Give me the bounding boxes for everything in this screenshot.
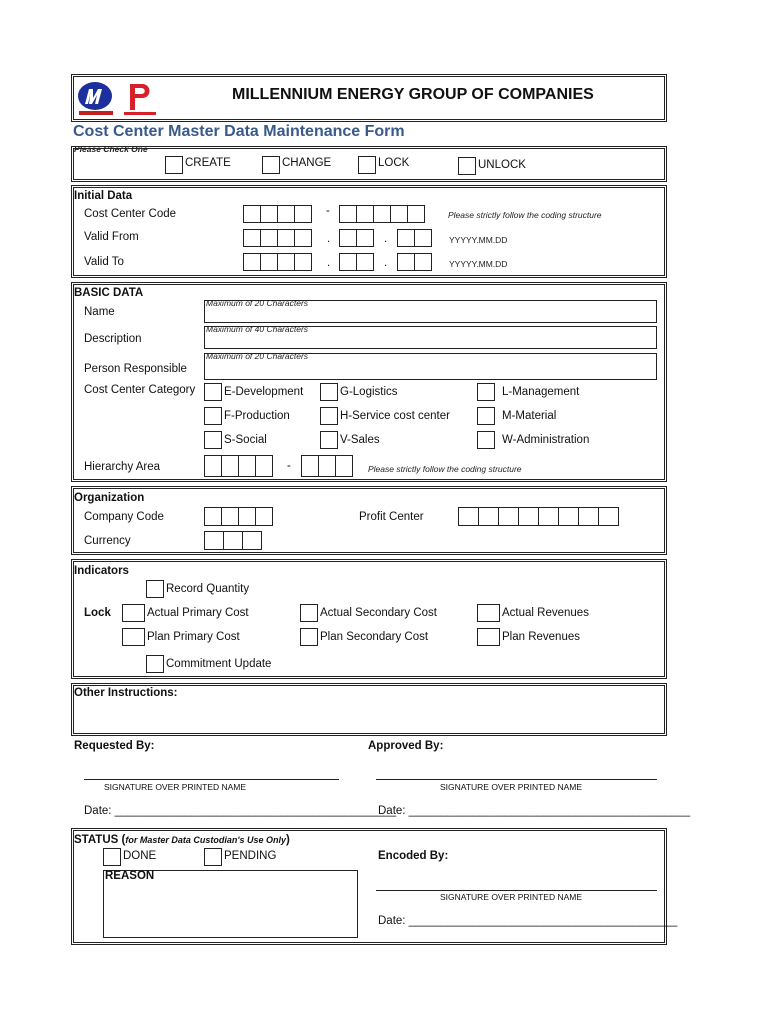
unlock-checkbox[interactable] bbox=[458, 157, 476, 175]
hierarchy-note: Please strictly follow the coding structure bbox=[368, 464, 522, 474]
person-hint: Maximum of 20 Characters bbox=[206, 351, 309, 361]
valid-from-day[interactable] bbox=[397, 229, 432, 247]
lock-label-ind: Lock bbox=[84, 607, 111, 619]
reason-label: REASON bbox=[105, 870, 155, 882]
person-responsible-field[interactable] bbox=[204, 353, 657, 380]
change-checkbox[interactable] bbox=[262, 156, 280, 174]
vt-dot2: . bbox=[384, 257, 388, 269]
plan-secondary-checkbox[interactable] bbox=[300, 628, 318, 646]
company-code-field[interactable] bbox=[204, 507, 273, 526]
plan-primary-label: Plan Primary Cost bbox=[147, 631, 240, 643]
encoded-by-label: Encoded By: bbox=[378, 850, 449, 862]
create-checkbox[interactable] bbox=[165, 156, 183, 174]
name-label: Name bbox=[84, 306, 115, 318]
actual-revenues-label: Actual Revenues bbox=[502, 607, 589, 619]
check-one-label: Please Check One bbox=[74, 144, 148, 154]
valid-from-month[interactable] bbox=[339, 229, 374, 247]
status-heading-close: ) bbox=[286, 834, 290, 846]
requested-signature-line[interactable] bbox=[84, 779, 339, 780]
valid-to-label: Valid To bbox=[84, 256, 124, 268]
commitment-update-label: Commitment Update bbox=[166, 658, 272, 670]
category-label: Cost Center Category bbox=[84, 384, 196, 396]
vt-dot1: . bbox=[327, 257, 331, 269]
description-label: Description bbox=[84, 333, 142, 345]
encoded-sig-caption: SIGNATURE OVER PRINTED NAME bbox=[440, 892, 582, 902]
cat-v-checkbox[interactable] bbox=[320, 431, 338, 449]
plan-primary-checkbox[interactable] bbox=[122, 628, 145, 646]
plan-revenues-checkbox[interactable] bbox=[477, 628, 500, 646]
cat-s-checkbox[interactable] bbox=[204, 431, 222, 449]
actual-secondary-checkbox[interactable] bbox=[300, 604, 318, 622]
cost-center-code-label: Cost Center Code bbox=[84, 208, 177, 220]
record-quantity-label: Record Quantity bbox=[166, 583, 250, 595]
encoded-date[interactable]: Date: __________________________________________ bbox=[378, 915, 678, 927]
name-field[interactable] bbox=[204, 300, 657, 323]
lock-checkbox[interactable] bbox=[358, 156, 376, 174]
company-code-label: Company Code bbox=[84, 511, 164, 523]
currency-field[interactable] bbox=[204, 531, 262, 550]
lock-label: LOCK bbox=[378, 157, 410, 169]
cat-m-label: M-Material bbox=[502, 410, 557, 422]
profit-center-field[interactable] bbox=[458, 507, 619, 526]
unlock-label: UNLOCK bbox=[478, 159, 526, 171]
cat-g-label: G-Logistics bbox=[340, 386, 398, 398]
cat-w-label: W-Administration bbox=[502, 434, 590, 446]
cat-v-label: V-Sales bbox=[340, 434, 380, 446]
approved-date[interactable]: Date: ____________________________________________ bbox=[378, 805, 691, 817]
cat-h-label: H-Service cost center bbox=[340, 410, 450, 422]
cat-l-label: L-Management bbox=[502, 386, 580, 398]
hierarchy-dash: - bbox=[287, 460, 291, 472]
actual-revenues-checkbox[interactable] bbox=[477, 604, 500, 622]
initial-data-heading: Initial Data bbox=[74, 190, 133, 202]
commitment-update-checkbox[interactable] bbox=[146, 655, 164, 673]
currency-label: Currency bbox=[84, 535, 131, 547]
valid-from-year[interactable] bbox=[243, 229, 312, 247]
actual-primary-label: Actual Primary Cost bbox=[147, 607, 249, 619]
description-hint: Maximum of 40 Characters bbox=[206, 324, 309, 334]
pending-label: PENDING bbox=[224, 850, 277, 862]
person-responsible-label: Person Responsible bbox=[84, 363, 187, 375]
code-note: Please strictly follow the coding structure bbox=[448, 210, 602, 220]
valid-to-format: YYYYY.MM.DD bbox=[449, 259, 508, 269]
status-heading-text: STATUS ( bbox=[74, 834, 126, 846]
requested-date[interactable]: Date: ____________________________________________ bbox=[84, 805, 397, 817]
done-label: DONE bbox=[123, 850, 157, 862]
valid-to-month[interactable] bbox=[339, 253, 374, 271]
hierarchy-part2[interactable] bbox=[301, 455, 353, 477]
approved-signature-line[interactable] bbox=[376, 779, 657, 780]
cat-f-label: F-Production bbox=[224, 410, 290, 422]
approved-sig-caption: SIGNATURE OVER PRINTED NAME bbox=[440, 782, 582, 792]
hierarchy-label: Hierarchy Area bbox=[84, 461, 161, 473]
plan-secondary-label: Plan Secondary Cost bbox=[320, 631, 429, 643]
valid-to-year[interactable] bbox=[243, 253, 312, 271]
status-heading-note: for Master Data Custodian's Use Only bbox=[125, 835, 287, 845]
organization-heading: Organization bbox=[74, 492, 145, 504]
vf-dot2: . bbox=[384, 233, 388, 245]
name-hint: Maximum of 20 Characters bbox=[206, 298, 309, 308]
cat-h-checkbox[interactable] bbox=[320, 407, 338, 425]
company-name: MILLENNIUM ENERGY GROUP OF COMPANIES bbox=[232, 86, 594, 103]
valid-from-label: Valid From bbox=[84, 231, 139, 243]
profit-center-label: Profit Center bbox=[359, 511, 424, 523]
description-field[interactable] bbox=[204, 326, 657, 349]
status-heading bbox=[74, 834, 290, 846]
logo-millennium bbox=[76, 80, 116, 118]
cat-e-checkbox[interactable] bbox=[204, 383, 222, 401]
code-dash: - bbox=[326, 205, 330, 217]
valid-to-day[interactable] bbox=[397, 253, 432, 271]
valid-from-format: YYYYY.MM.DD bbox=[449, 235, 508, 245]
actual-primary-checkbox[interactable] bbox=[122, 604, 145, 622]
cat-m-checkbox[interactable] bbox=[477, 407, 495, 425]
create-label: CREATE bbox=[185, 157, 231, 169]
encoded-signature-line[interactable] bbox=[376, 890, 657, 891]
approved-by-label: Approved By: bbox=[368, 740, 444, 752]
cat-s-label: S-Social bbox=[224, 434, 267, 446]
done-checkbox[interactable] bbox=[103, 848, 121, 866]
actual-secondary-label: Actual Secondary Cost bbox=[320, 607, 437, 619]
logo-panasia bbox=[122, 80, 158, 118]
requested-sig-caption: SIGNATURE OVER PRINTED NAME bbox=[104, 782, 246, 792]
cat-f-checkbox[interactable] bbox=[204, 407, 222, 425]
indicators-heading: Indicators bbox=[74, 565, 129, 577]
hierarchy-part1[interactable] bbox=[204, 455, 273, 477]
record-quantity-checkbox[interactable] bbox=[146, 580, 164, 598]
plan-revenues-label: Plan Revenues bbox=[502, 631, 580, 643]
other-instructions-heading: Other Instructions: bbox=[74, 687, 178, 699]
form-title: Cost Center Master Data Maintenance Form bbox=[73, 123, 405, 140]
cost-center-code-part2[interactable] bbox=[339, 205, 425, 223]
cat-w-checkbox[interactable] bbox=[477, 431, 495, 449]
requested-by-label: Requested By: bbox=[74, 740, 155, 752]
cost-center-code-part1[interactable] bbox=[243, 205, 312, 223]
change-label: CHANGE bbox=[282, 157, 332, 169]
cat-l-checkbox[interactable] bbox=[477, 383, 495, 401]
cat-e-label: E-Development bbox=[224, 386, 304, 398]
cat-g-checkbox[interactable] bbox=[320, 383, 338, 401]
basic-data-heading: BASIC DATA bbox=[74, 287, 144, 299]
vf-dot1: . bbox=[327, 233, 331, 245]
pending-checkbox[interactable] bbox=[204, 848, 222, 866]
